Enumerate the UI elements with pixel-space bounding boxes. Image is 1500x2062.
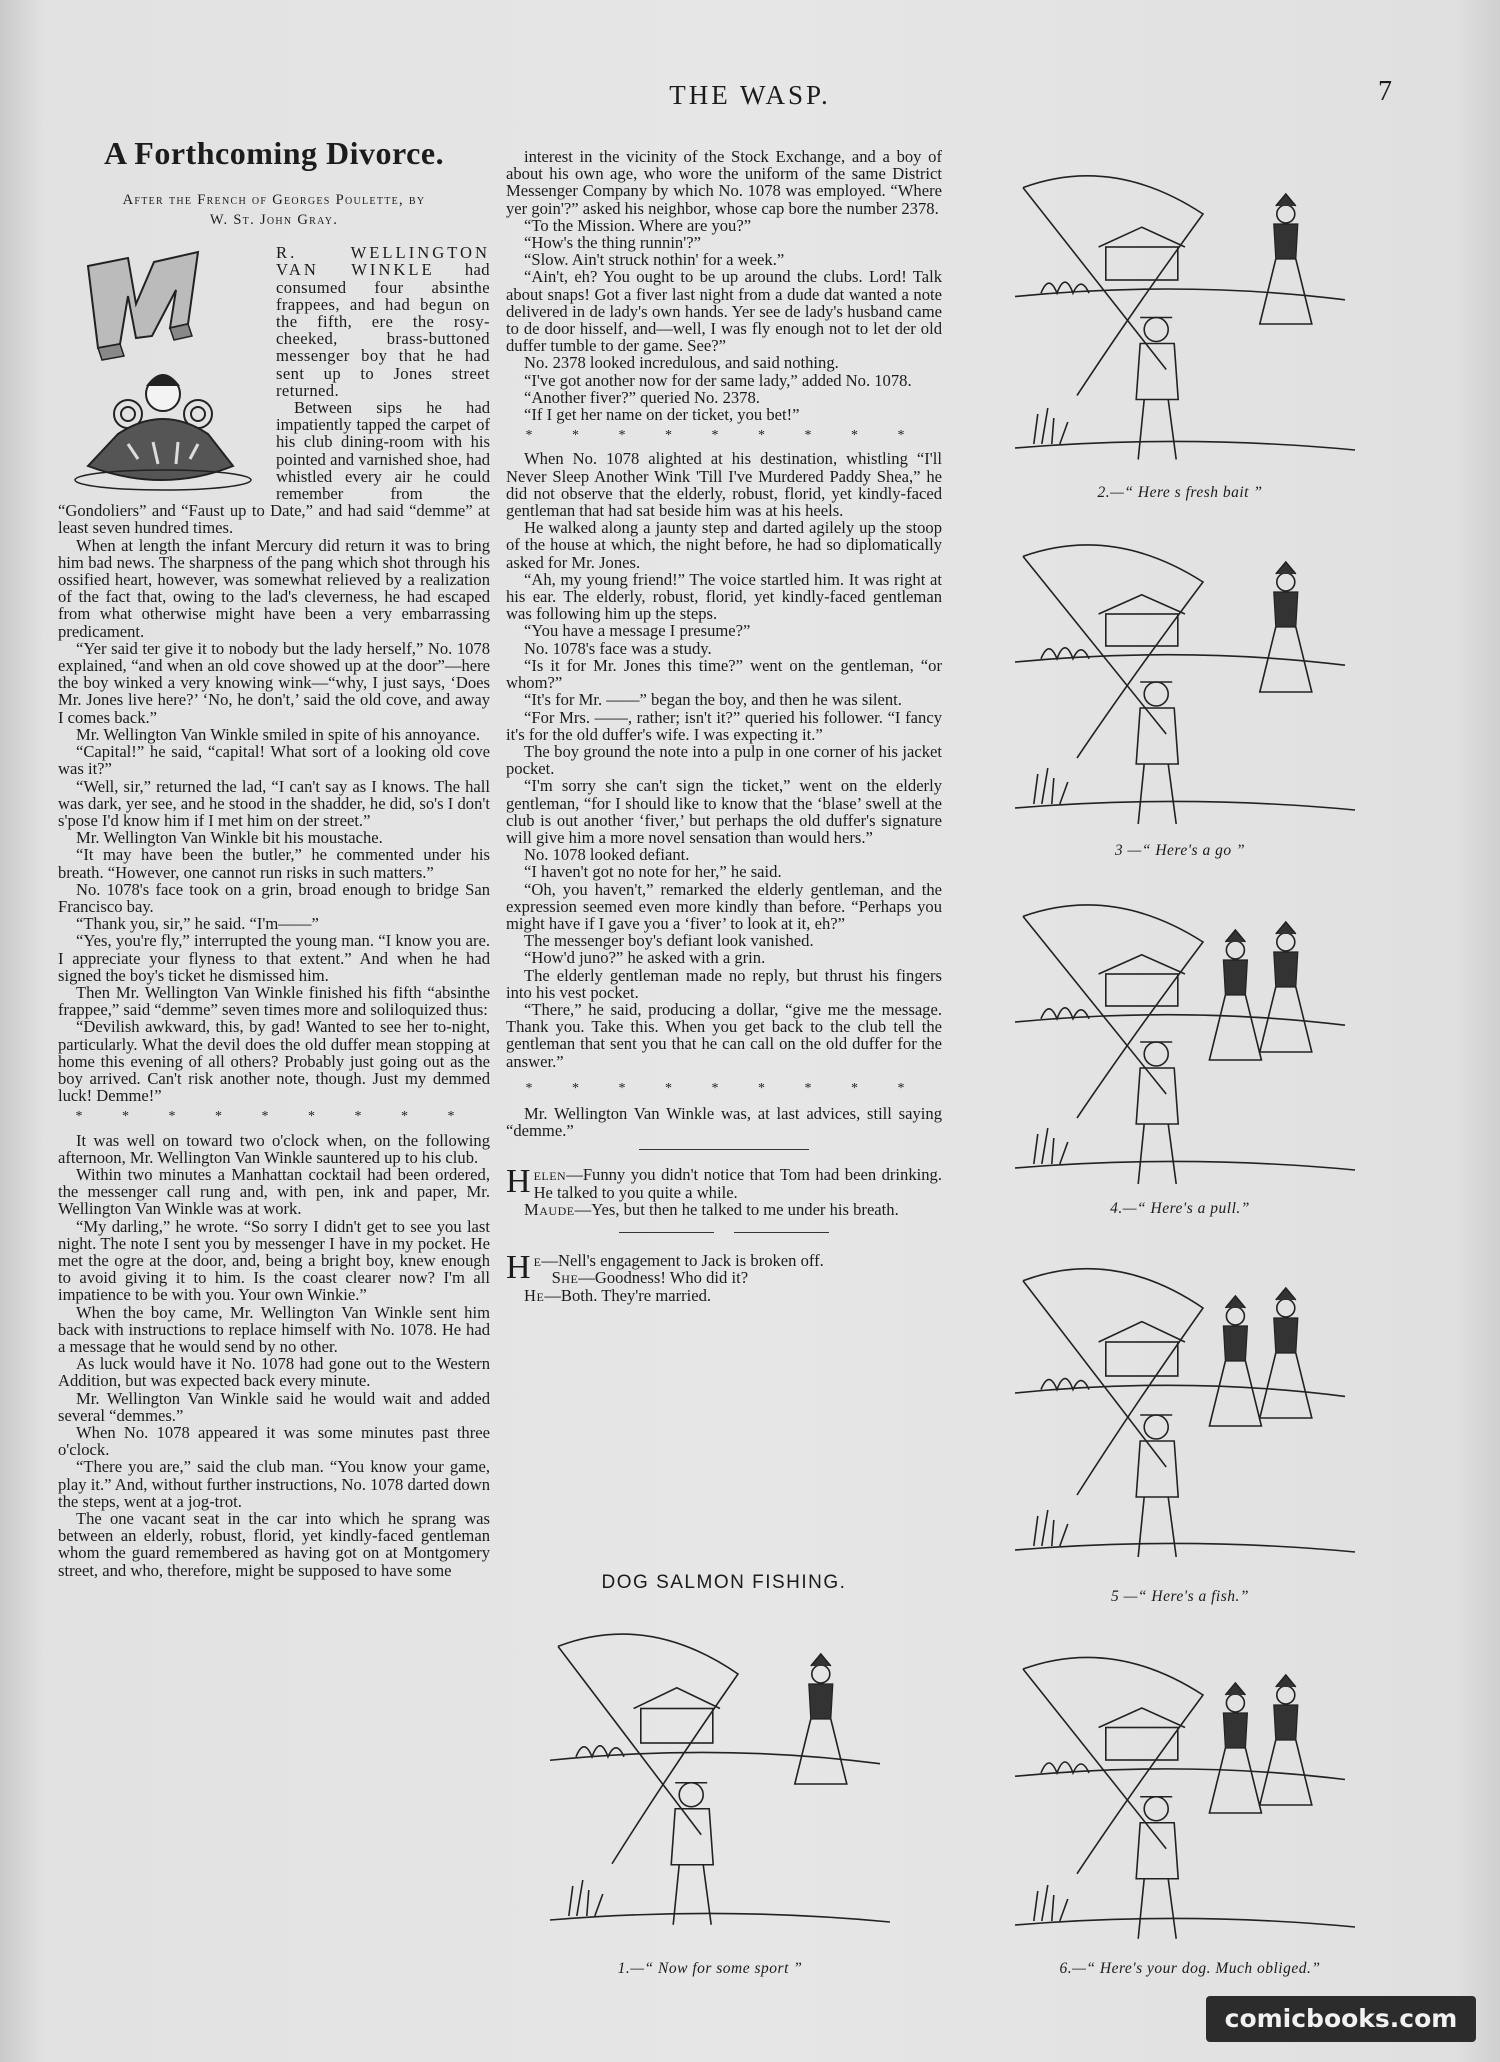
comic-panel-5 [1005, 1240, 1365, 1580]
article-paragraph: The boy ground the note into a pulp in one corner of his jacket pocket. [506, 741, 942, 779]
article-paragraph: interest in the vicinity of the Stock Exchange, and a boy of about his own age, who wore the uniform of the same District Messenger Company by which No. 1078 was employed. “Where yer goin'?” asked his neighbor, whose cap bore the number 2378. [506, 147, 942, 218]
article-paragraph: Mr. Wellington Van Winkle smiled in spite of his annoyance. [76, 724, 481, 744]
comic-panel-4 [1005, 878, 1365, 1198]
section-break-stars-2: * * * * * * * * * [525, 428, 923, 444]
article-paragraph: “How'd juno?” he asked with a grin. [524, 948, 766, 968]
article-paragraph: “Another fiver?” queried No. 2378. [524, 387, 760, 407]
comic-strip-title: DOG SALMON FISHING. [601, 1572, 847, 1593]
article-paragraph: Then Mr. Wellington Van Winkle finished his fifth “absinthe frappee,” said “demme” seven times more and soliloquized thus: [58, 982, 490, 1020]
article-paragraph: He walked along a jaunty step and darted agilely up the stoop of the house at which, the night before, he had so diplomatically asked for Mr. Jones. [506, 518, 942, 572]
col1-paragraphs-2 [58, 1132, 490, 1579]
article-paragraph: “I haven't got no note for her,” he said. [524, 862, 782, 882]
article-paragraph: Between sips he had impatiently tapped the carpet of his club dining-room with his pointed and varnished shoe, had whistled every air he could remember from the “Gondoliers” and “Faust up to Date,” and had said “demme” at least seven hundred times. [58, 398, 490, 538]
article-paragraph: No. 2378 looked incredulous, and said nothing. [524, 353, 839, 373]
panel-1-caption: 1.—“ Now for some sport ” [617, 1960, 803, 1977]
fishing-scene-drawing [1005, 1630, 1365, 1955]
article-paragraph: “Yer said ter give it to nobody but the lady herself,” No. 1078 explained, “and when an old cove showed up at the door”—here the boy winked a very knowing wink—“why, I just says, ‘Does Mr. Jones live here?’ ‘No, he don't,’ said the old cove, and away I comes back.” [58, 638, 490, 727]
article-paragraph: “You have a message I presume?” [524, 621, 751, 641]
article-paragraph: When the boy came, Mr. Wellington Van Winkle sent him back with instructions to replace himself with No. 1078. He had a message that he would send by no other. [58, 1302, 490, 1356]
fishing-scene-drawing [1005, 1240, 1365, 1580]
article-paragraph: No. 1078's face took on a grin, broad enough to bridge San Francisco bay. [58, 879, 490, 916]
watermark-logo: comicbooks.com [1206, 1996, 1476, 2042]
article-paragraph: “Is it for Mr. Jones this time?” went on the gentleman, “or whom?” [506, 655, 942, 693]
article-paragraph: When No. 1078 appeared it was some minutes past three o'clock. [58, 1423, 490, 1460]
fishing-scene-drawing [1005, 878, 1365, 1198]
article-paragraph: “If I get her name on der ticket, you bet!” [524, 405, 800, 425]
article-paragraph: The messenger boy's defiant look vanished. [524, 931, 814, 951]
comic-panel-3 [1005, 518, 1365, 838]
article-paragraph: “For Mrs. ——, rather; isn't it?” queried his follower. “I fancy it's for the old duffer's wife. I was expecting it.” [506, 707, 942, 744]
article-paragraph: “Oh, you haven't,” remarked the elderly gentleman, and the expression seemed even more kindly than before. “Perhaps you might have if I gave you a ‘fiver’ to look at it, eh?” [506, 879, 942, 933]
panel-5-caption: 5 —“ Here's a fish.” [1110, 1588, 1250, 1605]
comic-panel-6 [1005, 1630, 1365, 1955]
article-closing: Mr. Wellington Van Winkle was, at last advices, still saying “demme.” [506, 1103, 942, 1141]
byline-line-1: After the French of Georges Poulette, by [122, 192, 426, 209]
article-paragraph: “How's the thing runnin'?” [524, 233, 701, 253]
article-paragraph: “Yes, you're fly,” interrupted the young man. “I know you are. I appreciate your flyness to that extent.” And when he had signed the boy's ticket he dismissed him. [58, 931, 490, 985]
joke-nell-engagement: He—Nell's engagement to Jack is broken off. She—Goodness! Who did it? He—Both. They're married. [506, 1249, 824, 1305]
article-paragraph: “There you are,” said the club man. “You know your game, play it.” And, without further instructions, No. 1078 darted down the steps, went at a jog-trot. [58, 1457, 490, 1511]
article-paragraph: “There,” he said, producing a dollar, “give me the message. Thank you. Take this. When you get back to the club tell the gentleman that sent you that he can call on the old duffer for the answer.” [506, 999, 942, 1071]
article-column-1 [58, 135, 490, 1580]
col2-paragraphs [506, 148, 942, 423]
article-paragraph: “It's for Mr. ——” began the boy, and then he was silent. [524, 690, 902, 710]
article-paragraph: When No. 1078 alighted at his destination, whistling “I'll Never Sleep Another Wink 'Till I've Murdered Paddy Shea,” he did not observe that the elderly, robust, florid, yet kindly-faced gentleman that had sat beside him was at his heels. [506, 449, 942, 521]
article-paragraph: “My darling,” he wrote. “So sorry I didn't get to see you last night. The note I sent you by messenger I have in my pocket. He met the ogre at the door, and, being a bright boy, knew enough to avoid giving it to him. Is the coast clearer now? I'm all impatience to be with you. Your own Winkie.” [58, 1216, 490, 1305]
section-break-stars-3: * * * * * * * * * [525, 1080, 923, 1096]
panel-2-caption: 2.—“ Here s fresh bait ” [1097, 484, 1263, 501]
col2-paragraphs-2 [506, 450, 942, 1069]
article-paragraph: “It may have been the butler,” he commented under his breath. “However, one cannot run risks in such matters.” [58, 845, 490, 882]
article-paragraph: “I'm sorry she can't sign the ticket,” went on the elderly gentleman, “for I should like to know that the ‘blase’ swell at the club is out another ‘fiver,’ but perhaps the old duffer's signature will give him a more novel sensation than would hers.” [506, 776, 942, 847]
article-paragraph: “Ah, my young friend!” The voice startled him. It was right at his ear. The elderly, robust, florid, yet kindly-faced gentleman was following him up the steps. [506, 569, 942, 624]
article-paragraph: It was well on toward two o'clock when, on the following afternoon, Mr. Wellington Van Winkle sauntered up to his club. [58, 1130, 490, 1167]
article-paragraph: Mr. Wellington Van Winkle said he would wait and added several “demmes.” [58, 1388, 490, 1425]
divider-rule-pair [506, 1226, 942, 1252]
article-paragraph: “Thank you, sir,” he said. “I'm——” [76, 914, 319, 934]
section-break-stars: * * * * * * * * * [75, 1109, 473, 1125]
byline-line-2: W. St. John Gray. [209, 212, 339, 229]
article-paragraph: Mr. Wellington Van Winkle bit his moustache. [76, 828, 383, 848]
page-header-title: THE WASP. [669, 80, 831, 110]
article-paragraph: “Capital!” he said, “capital! What sort of a looking old cove was it?” [58, 742, 490, 779]
article-paragraph: “To the Mission. Where are you?” [524, 215, 752, 235]
illustrated-initial-m [58, 244, 268, 492]
article-paragraph: As luck would have it No. 1078 had gone out to the Western Addition, but was expected back every minute. [58, 1354, 490, 1391]
article-title: A Forthcoming Divorce. [103, 135, 445, 171]
article-opening: R. WELLINGTON VAN WINKLE had consumed four absinthe frappees, and had begun on the fifth, ere the rosy-cheeked, brass-buttoned messenger boy that he had sent up to Jones street returned. [276, 243, 490, 400]
article-paragraph: “I've got another now for der same lady,” added No. 1078. [524, 370, 912, 390]
fishing-scene-drawing [1005, 148, 1365, 478]
article-column-2 [506, 148, 942, 1304]
article-paragraph: “Devilish awkward, this, by gad! Wanted to see her to-night, particularly. What the devil does the old duffer mean stopping at home this evening of all others? Probably just going out as the boy arrived. Can't risk another note, though. Just my demmed luck! Demme!” [58, 1017, 490, 1106]
article-paragraph: “Well, sir,” returned the lad, “I can't say as I knows. The hall was dark, yer see, and he stood in the shadder, he did, so's I don't s'pose I'd know him if I met him on der street.” [58, 776, 490, 830]
comic-panel-2 [1005, 148, 1365, 478]
article-paragraph: “Ain't, eh? You ought to be up around the clubs. Lord! Talk about snaps! Got a fiver last night from a dude dat wanted a note delivered in de lady's own hands. Yer see de lady's husband came to de door hisself, and—well, I was fly enough not to let der old duffer tumble to der game. See?” [506, 267, 942, 356]
article-paragraph: The one vacant seat in the car into which he sprang was between an elderly, robust, florid, yet kindly-faced gentleman whom the guard remembered as having got on at Montgomery street, and who, therefore, might be supposed to have some [58, 1509, 490, 1580]
article-paragraph: No. 1078 looked defiant. [524, 845, 690, 865]
article-paragraph: The elderly gentleman made no reply, but thrust his fingers into his vest pocket. [506, 965, 942, 1002]
article-paragraph: When at length the infant Mercury did return it was to bring him bad news. The sharpness of the pang which shot through his ossified heart, however, was somewhat relieved by a realization of the fact that, owing to the lad's cleverness, he had escaped from what otherwise might have been a very embarrassing predicament. [58, 535, 490, 641]
divider-rule [639, 1149, 809, 1150]
panel-3-caption: 3 —“ Here's a go ” [1114, 842, 1246, 859]
fishing-scene-drawing [540, 1605, 900, 1950]
article-paragraph: Within two minutes a Manhattan cocktail had been ordered, the messenger call rung and, with pen, ink and paper, Mr. Wellington Van Winkle was at work. [58, 1164, 490, 1219]
panel-6-caption: 6.—“ Here's your dog. Much obliged.” [1059, 1960, 1321, 1977]
col1-paragraphs [58, 399, 490, 1104]
joke-helen-maude: Helen—Funny you didn't notice that Tom had been drinking. He talked to you quite a while. Maude—Yes, but then he talked to me under his breath. [506, 1163, 942, 1219]
page-number: 7 [1378, 76, 1392, 107]
panel-4-caption: 4.—“ Here's a pull.” [1110, 1200, 1250, 1217]
comic-panel-1 [540, 1605, 900, 1950]
article-paragraph: No. 1078's face was a study. [524, 638, 712, 658]
article-paragraph: “Slow. Ain't struck nothin' for a week.” [524, 250, 785, 270]
fishing-scene-drawing [1005, 518, 1365, 838]
